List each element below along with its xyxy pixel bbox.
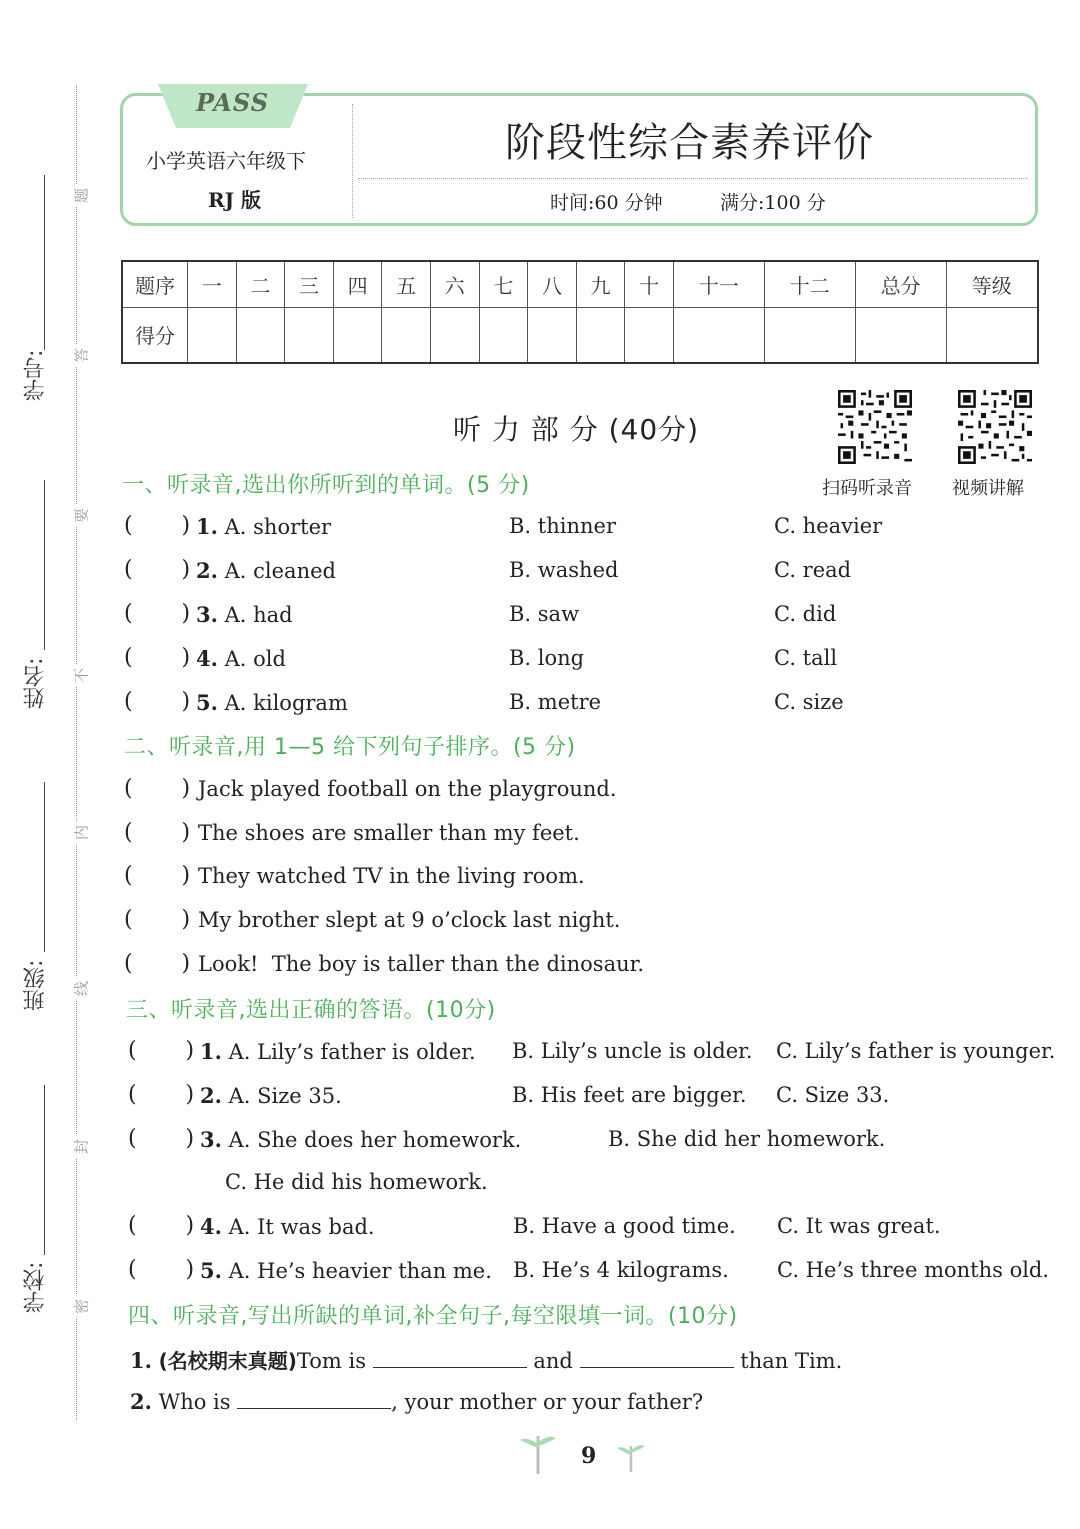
- option-c: C. heavier: [774, 514, 883, 538]
- listening-title: 听 力 部 分 (40分): [453, 413, 700, 446]
- option-a: A. cleaned: [224, 559, 336, 583]
- edition-label: RJ 版: [208, 188, 262, 212]
- student-id-line: [44, 175, 45, 350]
- seal-char: 密: [71, 1296, 92, 1318]
- option-a: A. kilogram: [224, 691, 348, 715]
- question-text: and: [533, 1349, 573, 1373]
- seal-char: 答: [71, 345, 92, 367]
- option-a: A. She does her homework.: [228, 1128, 522, 1152]
- score-cell[interactable]: [855, 307, 946, 363]
- option-a: A. He’s heavier than me.: [228, 1259, 492, 1283]
- sentence-item: Look! The boy is taller than the dinosaur.: [198, 952, 645, 976]
- table-header-cell: 四: [333, 261, 382, 307]
- question-text: , your mother or your father?: [391, 1390, 704, 1414]
- score-cell[interactable]: [528, 307, 577, 363]
- option-b: B. Lily’s uncle is older.: [512, 1039, 753, 1063]
- question-tag: (名校期末真题): [158, 1349, 297, 1373]
- student-id-label: 学号:: [23, 349, 48, 401]
- option-b: B. saw: [509, 602, 580, 626]
- option-c: C. Size 33.: [776, 1083, 890, 1107]
- pass-logo: PASS: [196, 88, 270, 117]
- score-cell[interactable]: [285, 307, 334, 363]
- course-name: 小学英语六年级下: [146, 149, 306, 173]
- question-number: 2.: [130, 1389, 152, 1414]
- answer-bracket[interactable]: ( ): [128, 1213, 195, 1238]
- table-header-cell: 三: [285, 261, 334, 307]
- header-divider: [358, 178, 1028, 179]
- option-b: B. He’s 4 kilograms.: [513, 1258, 729, 1282]
- header-divider: [352, 104, 353, 218]
- answer-bracket[interactable]: ( ): [128, 1082, 195, 1107]
- qr-caption: 扫码听录音: [822, 478, 912, 499]
- table-header-cell: 十二: [764, 261, 855, 307]
- option-a: A. Size 35.: [228, 1084, 342, 1108]
- answer-bracket[interactable]: ( ): [124, 689, 191, 714]
- score-cell[interactable]: [764, 307, 855, 363]
- score-cell[interactable]: [946, 307, 1038, 363]
- option-c: C. Lily’s father is younger.: [776, 1039, 1056, 1063]
- page-title: 阶段性综合素养评价: [505, 120, 874, 166]
- option-b: B. She did her homework.: [608, 1127, 886, 1151]
- full-score: 满分:100 分: [720, 192, 826, 214]
- score-table: [121, 260, 1039, 364]
- sentence-item: Jack played football on the playground.: [198, 777, 617, 801]
- option-c: C. It was great.: [777, 1214, 941, 1238]
- question-number: 3.: [196, 602, 218, 627]
- name-label: 姓名:: [23, 657, 48, 709]
- option-b: B. His feet are bigger.: [512, 1083, 747, 1107]
- question-number: 2.: [196, 558, 218, 583]
- answer-blank[interactable]: [237, 1390, 391, 1409]
- table-header-cell: 二: [236, 261, 285, 307]
- score-cell[interactable]: [236, 307, 285, 363]
- question-number: 3.: [200, 1127, 222, 1152]
- option-b: B. long: [509, 646, 585, 670]
- score-cell[interactable]: [333, 307, 382, 363]
- option-c: C. He did his homework.: [225, 1170, 488, 1194]
- question-text: than Tim.: [740, 1349, 843, 1373]
- option-b: B. metre: [509, 690, 602, 714]
- question-text: Tom is: [296, 1349, 367, 1373]
- question-number: 1.: [130, 1348, 152, 1373]
- section-title: 一、听录音,选出你所听到的单词。(5 分): [122, 473, 530, 498]
- school-label: 学校:: [23, 1261, 48, 1313]
- question-number: 4.: [196, 646, 218, 671]
- question-number: 1.: [196, 514, 218, 539]
- table-header-cell: 等级: [946, 261, 1038, 307]
- table-header-cell: 十一: [673, 261, 764, 307]
- table-header-cell: 总分: [855, 261, 946, 307]
- table-header-cell: 六: [430, 261, 479, 307]
- option-c: C. size: [774, 690, 844, 714]
- answer-bracket[interactable]: ( ): [124, 951, 191, 976]
- answer-blank[interactable]: [580, 1349, 734, 1368]
- fill-question: [130, 1345, 842, 1374]
- answer-bracket[interactable]: ( ): [128, 1257, 195, 1282]
- row-label: 得分: [122, 307, 188, 363]
- answer-blank[interactable]: [373, 1349, 527, 1368]
- answer-bracket[interactable]: ( ): [124, 645, 191, 670]
- row-label: 题序: [122, 261, 188, 307]
- exam-time: 时间:60 分钟: [550, 192, 663, 214]
- school-line: [44, 1085, 45, 1255]
- page-number: 9: [581, 1443, 597, 1469]
- sentence-item: They watched TV in the living room.: [198, 864, 585, 888]
- question-number: 5.: [200, 1258, 222, 1283]
- name-line: [44, 480, 45, 650]
- leaf-decoration-icon: [518, 1430, 558, 1474]
- option-c: C. read: [774, 558, 852, 582]
- fill-question: [130, 1389, 703, 1414]
- seal-char: 要: [71, 505, 92, 527]
- sentence-item: My brother slept at 9 o’clock last night.: [198, 908, 621, 932]
- table-header-cell: 十: [625, 261, 674, 307]
- option-a: A. Lily’s father is older.: [228, 1040, 476, 1064]
- question-number: 2.: [200, 1083, 222, 1108]
- score-cell[interactable]: [576, 307, 625, 363]
- option-a: A. old: [224, 647, 286, 671]
- table-header-cell: 八: [528, 261, 577, 307]
- option-c: C. tall: [774, 646, 838, 670]
- answer-bracket[interactable]: ( ): [124, 863, 191, 888]
- score-cell[interactable]: [430, 307, 479, 363]
- table-header-cell: 七: [479, 261, 528, 307]
- answer-bracket[interactable]: ( ): [128, 1038, 195, 1063]
- qr-code-icon[interactable]: [958, 390, 1032, 464]
- sentence-item: The shoes are smaller than my feet.: [198, 821, 580, 845]
- question-number: 5.: [196, 690, 218, 715]
- score-cell[interactable]: [188, 307, 237, 363]
- score-cell[interactable]: [625, 307, 674, 363]
- seal-char: 题: [71, 185, 92, 207]
- seal-char: 不: [71, 665, 92, 687]
- seal-char: 封: [71, 1136, 92, 1158]
- score-cell[interactable]: [673, 307, 764, 363]
- score-cell[interactable]: [382, 307, 431, 363]
- seal-char: 线: [71, 978, 92, 1000]
- question-text: Who is: [158, 1390, 231, 1414]
- qr-caption: 视频讲解: [952, 478, 1024, 499]
- class-label: 班级:: [23, 959, 48, 1011]
- qr-code-icon[interactable]: [838, 390, 912, 464]
- table-header-cell: 九: [576, 261, 625, 307]
- option-a: A. shorter: [224, 515, 332, 539]
- option-c: C. He’s three months old.: [777, 1258, 1050, 1282]
- option-b: B. washed: [509, 558, 619, 582]
- binding-dotted-line: [76, 85, 77, 1420]
- section-title: 二、听录音,用 1—5 给下列句子排序。(5 分): [124, 735, 576, 760]
- question-number: 1.: [200, 1039, 222, 1064]
- answer-bracket[interactable]: ( ): [124, 513, 191, 538]
- answer-bracket[interactable]: ( ): [124, 557, 191, 582]
- section-title: 三、听录音,选出正确的答语。(10分): [126, 998, 496, 1023]
- table-header-cell: 五: [382, 261, 431, 307]
- option-c: C. did: [774, 602, 837, 626]
- section-title: 四、听录音,写出所缺的单词,补全句子,每空限填一词。(10分): [128, 1304, 738, 1329]
- answer-bracket[interactable]: ( ): [124, 907, 191, 932]
- option-b: B. Have a good time.: [513, 1214, 736, 1238]
- answer-bracket[interactable]: ( ): [124, 820, 191, 845]
- option-b: B. thinner: [509, 514, 616, 538]
- option-a: A. had: [224, 603, 293, 627]
- seal-char: 内: [71, 822, 92, 844]
- option-a: A. It was bad.: [228, 1215, 375, 1239]
- answer-bracket[interactable]: ( ): [124, 776, 191, 801]
- leaf-decoration-icon: [616, 1440, 646, 1472]
- score-cell[interactable]: [479, 307, 528, 363]
- answer-bracket[interactable]: ( ): [128, 1126, 195, 1151]
- table-header-cell: 一: [188, 261, 237, 307]
- answer-bracket[interactable]: ( ): [124, 601, 191, 626]
- class-line: [44, 782, 45, 952]
- question-number: 4.: [200, 1214, 222, 1239]
